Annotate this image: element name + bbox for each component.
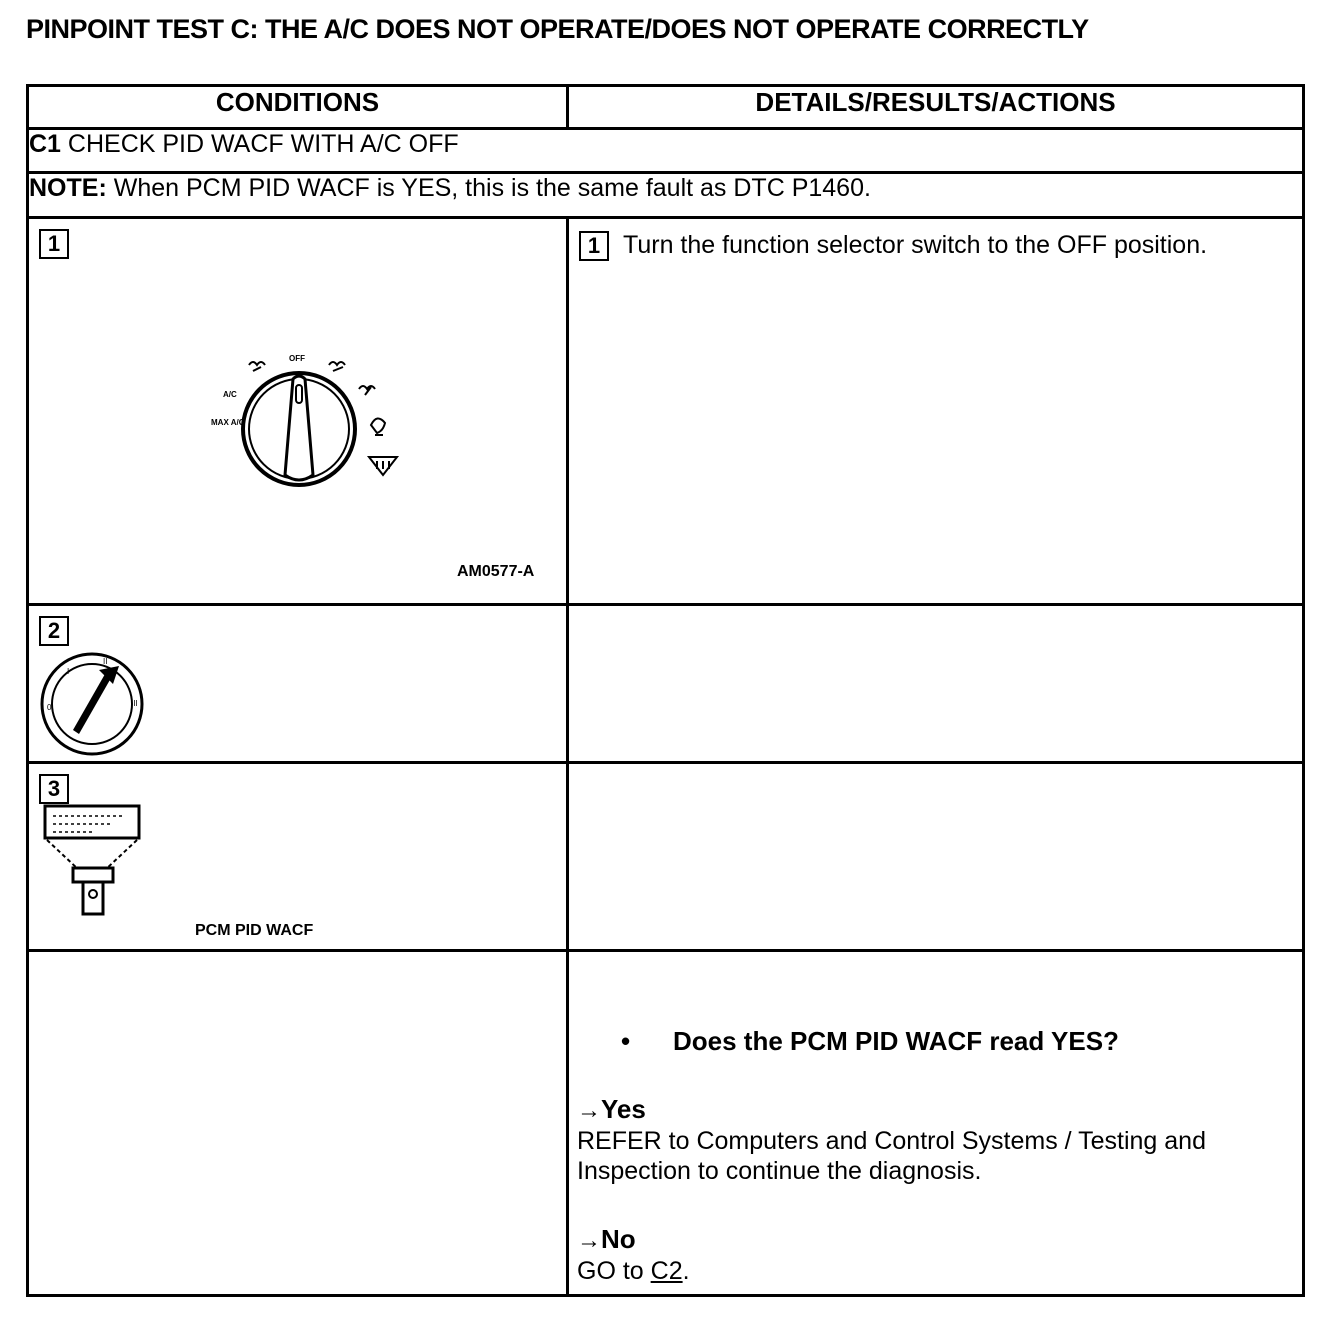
- question: [621, 1026, 1119, 1057]
- note-label: NOTE:: [29, 174, 107, 202]
- answer-no: [577, 1224, 690, 1286]
- step-row-3: [28, 763, 1304, 951]
- step-number-2: 2: [39, 616, 69, 646]
- detail-1: [579, 231, 1207, 261]
- condition-cell-3: [28, 763, 568, 951]
- step-number-3: 3: [39, 774, 69, 804]
- question-text: Does the PCM PID WACF read YES?: [673, 1026, 1119, 1056]
- step-id: C1: [29, 130, 61, 158]
- ignition-label-3: III: [131, 699, 138, 708]
- dial-max-ac-label: MAX A/C: [211, 418, 245, 427]
- result-row: [28, 951, 1304, 1296]
- ignition-label-0: 0: [47, 703, 52, 712]
- yes-text: REFER to Computers and Control Systems / Testing and Inspection to continue the diagnosis.: [577, 1127, 1206, 1185]
- figure-code-1: AM0577-A: [457, 563, 535, 580]
- detail-text-1: Turn the function selector switch to the OFF position.: [623, 231, 1208, 259]
- detail-cell-2: [568, 605, 1304, 763]
- dial-ac-label: A/C: [223, 390, 237, 399]
- detail-cell-3: [568, 763, 1304, 951]
- question-bullet: •: [621, 1026, 631, 1056]
- result-condition-cell: [28, 951, 568, 1296]
- scan-tool-icon: [43, 804, 143, 916]
- page-title: PINPOINT TEST C: THE A/C DOES NOT OPERATE/DOES NOT OPERATE CORRECTLY: [26, 14, 1089, 44]
- ignition-switch-icon: [39, 652, 145, 756]
- ignition-label-2: II: [103, 657, 108, 666]
- no-text-suffix: .: [682, 1257, 690, 1285]
- details-header: DETAILS/RESULTS/ACTIONS: [568, 86, 1304, 129]
- figure-code-3: PCM PID WACF: [195, 922, 314, 939]
- pinpoint-test-table: [26, 84, 1305, 1297]
- detail-step-number-1: 1: [579, 231, 609, 261]
- no-label: No: [601, 1224, 636, 1254]
- no-arrow-icon: →: [577, 1227, 601, 1254]
- function-selector-dial-icon: [209, 349, 429, 509]
- note: [28, 173, 1304, 218]
- condition-cell-1: [28, 218, 568, 605]
- yes-label: Yes: [601, 1094, 646, 1124]
- step-number-1: 1: [39, 229, 69, 259]
- ignition-label-1: I: [67, 667, 70, 676]
- no-text-prefix: GO to: [577, 1257, 651, 1285]
- step-header: [28, 129, 1304, 173]
- step-title: CHECK PID WACF WITH A/C OFF: [67, 130, 459, 158]
- detail-cell-1: [568, 218, 1304, 605]
- answer-yes: [577, 1094, 1267, 1186]
- result-detail-cell: [568, 951, 1304, 1296]
- dial-off-label: OFF: [289, 354, 305, 363]
- step-header-row: [28, 129, 1304, 173]
- note-row: [28, 173, 1304, 218]
- conditions-header: CONDITIONS: [28, 86, 568, 129]
- condition-cell-2: [28, 605, 568, 763]
- step-row-2: [28, 605, 1304, 763]
- yes-arrow-icon: →: [577, 1097, 601, 1124]
- step-row-1: [28, 218, 1304, 605]
- note-text: When PCM PID WACF is YES, this is the same fault as DTC P1460.: [113, 174, 871, 202]
- header-row: [28, 86, 1304, 129]
- c2-link[interactable]: C2: [650, 1257, 683, 1285]
